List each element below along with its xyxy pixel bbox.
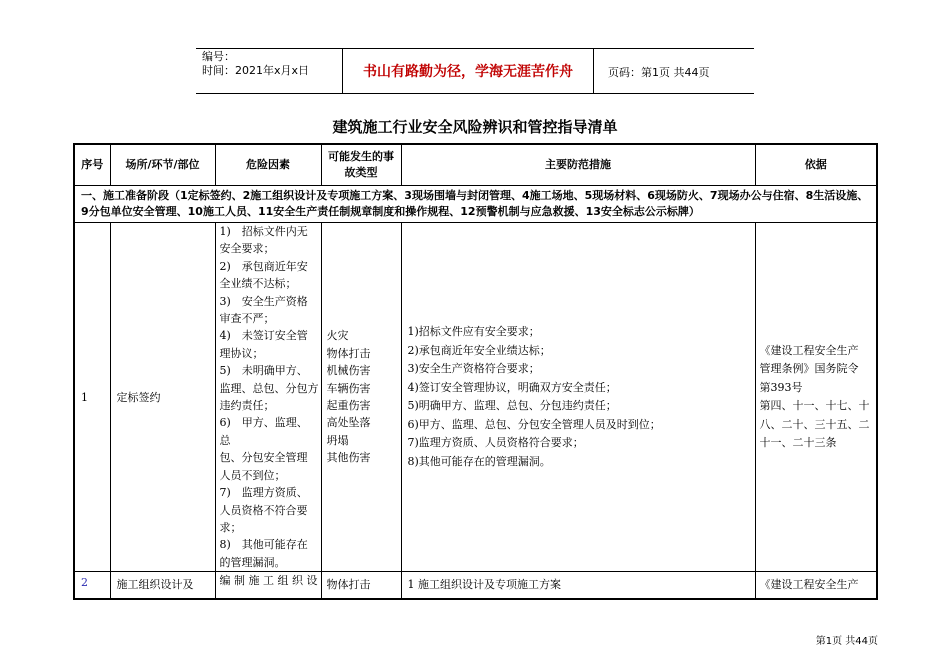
document-header <box>196 48 754 94</box>
hazard-line: 1) 招标文件内无 <box>219 225 308 238</box>
measure-item: 4)签订安全管理协议，明确双方安全责任； <box>407 380 617 394</box>
measure-item: 2)承包商近年安全业绩达标； <box>407 343 551 357</box>
header-left <box>202 50 309 78</box>
section-row <box>74 186 877 223</box>
measure-item: 8)其他可能存在的管理漏洞。 <box>407 454 551 468</box>
col-header-measures: 主要防范措施 <box>401 144 755 186</box>
hazard-line: 5) 未明确甲方、 <box>219 364 308 378</box>
measure-item: 1)招标文件应有安全要求； <box>407 325 540 339</box>
basis-line: 十一、二十三条 <box>759 436 837 450</box>
hazard-line: 理协议； <box>219 346 264 360</box>
col-header-hazard: 危险因素 <box>215 144 321 186</box>
basis-line: 管理条例》国务院令 <box>759 362 859 376</box>
col-header-place: 场所/环节/部位 <box>110 144 215 186</box>
accident-item: 车辆伤害 <box>326 381 371 395</box>
col-header-no: 序号 <box>74 144 110 186</box>
row-accidents <box>321 223 401 572</box>
hazard-line: 监理、总包、分包方 <box>219 381 319 395</box>
basis-line: 第四、十一、十七、十 <box>759 399 870 413</box>
row-number: 1 <box>74 223 110 572</box>
risk-table <box>73 143 878 600</box>
measure-item: 5)明确甲方、监理、总包、分包违约责任； <box>407 399 617 413</box>
measure-item: 7)监理方资质、人员资格符合要求； <box>407 436 584 450</box>
row-number: 2 <box>74 572 110 600</box>
table-row <box>74 572 877 600</box>
accident-item: 其他伤害 <box>326 451 371 465</box>
hazard-line: 2) 承包商近年安 <box>219 259 308 273</box>
row-basis: 《建设工程安全生产 <box>755 572 877 600</box>
row-measures: 1 施工组织设计及专项施工方案 <box>401 572 755 600</box>
hazard-line: 7) 监理方资质、 <box>219 486 308 500</box>
hazard-line: 安全要求； <box>219 242 275 256</box>
page-footer: 第1页 共44页 <box>815 636 878 647</box>
row-hazards: 编 制 施 工 组 织 设 <box>215 572 321 600</box>
hazard-line: 人员资格不符合要 <box>219 503 308 517</box>
hazard-line: 求； <box>219 520 242 534</box>
row-basis <box>755 223 877 572</box>
accident-item: 物体打击 <box>326 346 371 360</box>
document-time-label: 时间：2021年x月x日 <box>202 64 310 77</box>
hazard-line: 全业绩不达标； <box>219 277 297 291</box>
hazard-line: 的管理漏洞。 <box>219 555 286 569</box>
col-header-basis: 依据 <box>755 144 877 186</box>
row-place: 定标签约 <box>110 223 215 572</box>
accident-item: 火灾 <box>326 329 349 343</box>
basis-line: 《建设工程安全生产 <box>759 343 859 357</box>
row-measures <box>401 223 755 572</box>
accident-item: 起重伤害 <box>326 399 371 413</box>
hazard-line: 6) 甲方、监理、总 <box>219 416 308 447</box>
hazard-line: 包、分包安全管理 <box>219 451 308 465</box>
hazard-line: 审查不严； <box>219 312 275 326</box>
row-accidents: 物体打击 <box>321 572 401 600</box>
section-title: 一、施工准备阶段（1定标签约、2施工组织设计及专项施工方案、3现场围墙与封闭管理、4施工场地、5现场材料、6现场防火、7现场办公与住宿、8生活设施、9分包单位安全管理、10施工人员、11安全生产责任制规章制度和操作规程、12预警机制与应急救援、13安全标志公示标牌） <box>74 186 877 223</box>
basis-line: 第393号 <box>759 380 803 394</box>
row-hazards <box>215 223 321 572</box>
hazard-line: 3) 安全生产资格 <box>219 294 308 308</box>
accident-item: 高处坠落 <box>326 416 371 430</box>
accident-item: 坍塌 <box>326 433 349 447</box>
table-row <box>74 223 877 572</box>
hazard-line: 4) 未签订安全管 <box>219 329 308 343</box>
measure-item: 3)安全生产资格符合要求； <box>407 362 540 376</box>
measure-item: 6)甲方、监理、总包、分包安全管理人员及时到位； <box>407 417 661 431</box>
col-header-accident-text: 可能发生的事故类型 <box>328 150 394 179</box>
hazard-line: 违约责任； <box>219 399 275 413</box>
table-header-row <box>74 144 877 186</box>
header-motto: 书山有路勤为径，学海无涯苦作舟 <box>342 49 594 93</box>
row-place: 施工组织设计及 <box>110 572 215 600</box>
hazard-line: 8) 其他可能存在 <box>219 538 308 552</box>
col-header-accident <box>321 144 401 186</box>
accident-item: 机械伤害 <box>326 364 371 378</box>
header-page-label: 页码：第1页 共44页 <box>608 66 710 79</box>
hazard-line: 人员不到位； <box>219 468 286 482</box>
document-number-label: 编号： <box>202 50 235 63</box>
basis-line: 八、二十、三十五、二 <box>759 417 870 431</box>
page-title: 建筑施工行业安全风险辨识和管控指导清单 <box>332 118 618 136</box>
